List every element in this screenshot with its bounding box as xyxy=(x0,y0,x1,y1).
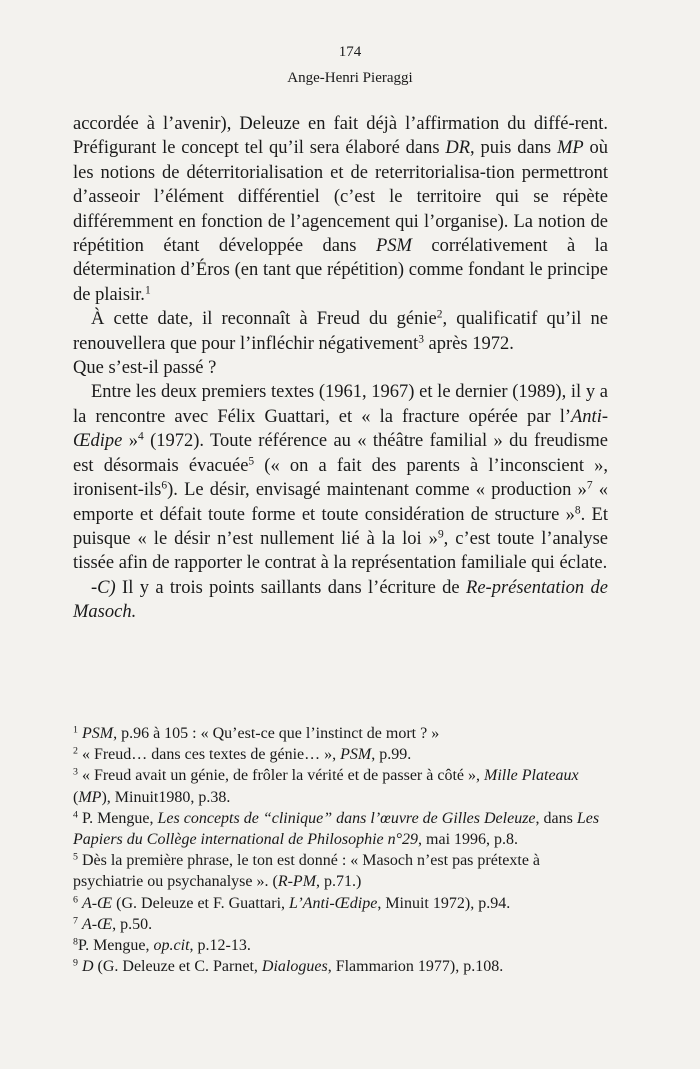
footnotes xyxy=(73,723,608,977)
footnote: $^4$ P. Mengue, Les concepts de “clinique” dans l’œuvre de Gilles Deleuze, dans Les Papiers du Collège international de Philosophie n°29, mai 1996, p.8. xyxy=(73,809,600,849)
footnote-ref: 8 xyxy=(574,504,581,517)
footnote-ref: 7 xyxy=(586,479,593,492)
footnote-ref: 5 xyxy=(248,455,255,468)
footnote-ref: 3 xyxy=(418,333,424,346)
footnote-ref: 6 xyxy=(161,479,168,492)
footnote: $^9$ D (G. Deleuze et C. Parnet, Dialogues, Flammarion 1977), p.108. xyxy=(73,957,504,976)
footnote: $^3$ « Freud avait un génie, de frôler la vérité et de passer à côté », Mille Plateaux (MP), Minuit1980, p.38. xyxy=(73,766,579,806)
footnote: $^6$ A-Œ (G. Deleuze et F. Guattari, L’Anti-Œdipe, Minuit 1972), p.94. xyxy=(73,894,511,912)
paragraph: -C) Il y a trois points saillants dans l’écriture de Re-présentation de Masoch. xyxy=(73,577,609,623)
running-head: Ange-Henri Pieraggi xyxy=(287,70,413,86)
footnote-ref: 9 xyxy=(437,528,444,541)
footnote: $^8$P. Mengue, op.cit, p.12-13. xyxy=(73,936,251,955)
page-number: 174 xyxy=(338,44,362,60)
body-text xyxy=(73,112,608,625)
paragraph: accordée à l’avenir), Deleuze en fait déjà l’affirmation du diffé-rent. Préfigurant le concept tel qu’il sera élaboré dans DR, puis dans MP où les notions de déterritorialisation et de reterritorialisa-tion permettront d’asseoir l’élément différentiel (c’est le territoire qui se répète différemment en fonction de l’agencement qui l’organise). La notion de répétition étant développée dans PSM corrélativement à la détermination d’Éros (en tant que répétition) comme fondant le principe de plaisir.$^1$ xyxy=(73,114,609,305)
footnote: $^2$ « Freud… dans ces textes de génie… », PSM, p.99. xyxy=(73,745,412,764)
footnote: $^5$ Dès la première phrase, le ton est donné : « Masoch n’est pas prétexte à psychiatrie ou psychanalyse ». (R-PM, p.71.) xyxy=(73,851,541,891)
footnote-ref: 4 xyxy=(137,430,144,443)
footnote: $^7$ A-Œ, p.50. xyxy=(73,915,153,933)
paragraph: Que s’est-il passé ? xyxy=(73,358,217,379)
footnote-ref: 2 xyxy=(436,308,443,321)
paragraph: Entre les deux premiers textes (1961, 1967) et le dernier (1989), il y a la rencontre avec Félix Guattari, et « la fracture opérée par l’Anti-Œdipe »$^4$ (1972). Toute référence au « théâtre familial » du freudisme est désormais évacuée$^5$ (« on a fait des parents à l’inconscient », ironisent-ils$^6$). Le désir, envisagé maintenant comme « production »$^7$ « emporte et défait toute forme et toute considération de structure »$^8$. Et puisque « le désir n’est nullement lié à la loi »$^9$, c’est toute l’analyse tissée afin de rapporter le contrat à la représentation familiale qui éclate. xyxy=(73,382,609,574)
paragraph: À cette date, il reconnaît à Freud du génie$^2$, qualificatif qu’il ne renouvellera que pour l’infléchir négativement$^3$ après 1972. xyxy=(73,308,608,354)
footnote-ref: 1 xyxy=(144,284,151,297)
footnote: $^1$ PSM, p.96 à 105 : « Qu’est-ce que l’instinct de mort ? » xyxy=(73,724,440,742)
